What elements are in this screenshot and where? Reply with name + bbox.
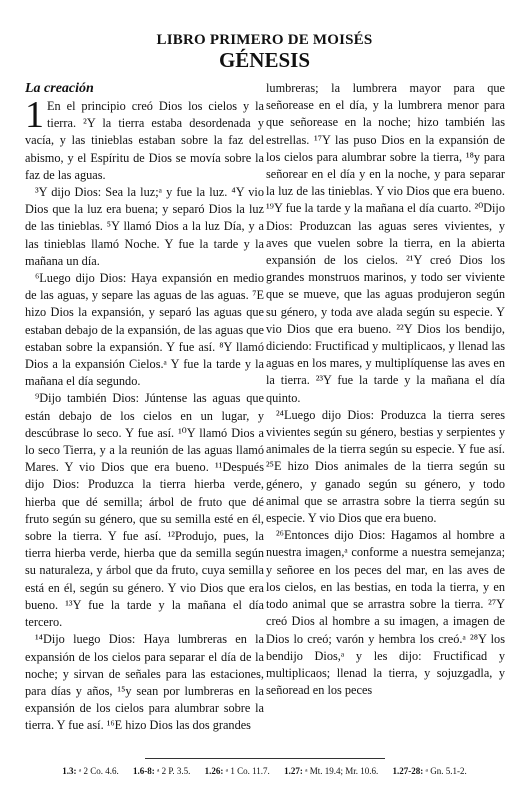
- paragraph: ³Y dijo Dios: Sea la luz;ᵃ y fue la luz. ⁴Y vio Dios que la luz era buena; y separó Dios la luz de las tinieblas. ⁵Y llamó Dios a la luz Día, y a las tinieblas llamó Noche. Y fue la tarde y la mañana un día.: [25, 185, 264, 268]
- footnote-text: ᵃ Gn. 5.1-2.: [425, 766, 467, 776]
- footnote-divider: [145, 758, 385, 759]
- paragraph: ²⁴Luego dijo Dios: Produzca la tierra seres vivientes según su género, bestias y serpientes y animales de la tierra según su especie. Y fue así. ²⁵E hizo Dios animales de la tierra según su género, y ganado según su género, y todo animal que se arrastra sobre la tierra según su especie. Y vio Dios que era bueno.: [266, 407, 505, 526]
- section-heading: La creación: [25, 81, 94, 96]
- footnote: [62, 766, 118, 776]
- verse-text: En el principio creó Dios los cielos y la tierra. ²Y la tierra estaba desordenada y vacía, y las tinieblas estaban sobre la faz del abismo, y el Espíritu de Dios se movía sobre la faz de las aguas.: [25, 99, 264, 182]
- footnote-ref: 1.27-28:: [392, 766, 424, 776]
- book-name: GÉNESIS: [218, 48, 311, 72]
- paragraph: ¹⁴Dijo luego Dios: Haya lumbreras en la expansión de los cielos para separar el día de la noche; y sirvan de señales para las estaciones, para días y años, ¹⁵y sean por lumbreras en la expansión de los cielos para alumbrar sobre la tierra. Y fue así. ¹⁶E hizo Dios las dos grandes: [25, 632, 264, 733]
- book-title: LIBRO PRIMERO DE MOISÉS: [156, 32, 373, 48]
- chapter-number: 1: [25, 94, 44, 136]
- footnote-text: ᵃ Mt. 19.4; Mr. 10.6.: [305, 766, 379, 776]
- paragraph: [25, 94, 264, 184]
- footnote-ref: 1.3:: [62, 766, 77, 776]
- footnote-text: ᵃ 2 Co. 4.6.: [78, 766, 119, 776]
- footnote: [205, 766, 270, 776]
- footnote: [284, 766, 378, 776]
- footnote: [133, 766, 190, 776]
- footnote-ref: 1.26:: [204, 766, 224, 776]
- right-column: [266, 80, 505, 748]
- paragraph: ²⁶Entonces dijo Dios: Hagamos al hombre a nuestra imagen,ᵃ conforme a nuestra semejanza; y señoree en los peces del mar, en las aves de los cielos, en las bestias, en toda la tierra, y en todo animal que se arrastra sobre la tierra. ²⁷Y creó Dios al hombre a su imagen, a imagen de Dios lo creó; varón y hembra los creó.ᵃ ²⁸Y los bendijo Dios,ᵃ y les dijo: Fructificad y multiplicaos; llenad la tierra, y sojuzgadla, y señoread en los peces: [266, 528, 505, 698]
- footnote-text: ᵃ 2 P. 3.5.: [156, 766, 191, 776]
- footnote-text: ᵃ 1 Co. 11.7.: [225, 766, 270, 776]
- footnote: [393, 766, 467, 776]
- page-header: [0, 32, 529, 71]
- footnote-ref: 1.6-8:: [132, 766, 155, 776]
- footnote-ref: 1.27:: [284, 766, 303, 776]
- left-column: [25, 80, 264, 748]
- footnotes: [0, 765, 529, 777]
- paragraph: ⁶Luego dijo Dios: Haya expansión en medio de las aguas, y separe las aguas de las aguas. ⁷E hizo Dios la expansión, y separó las aguas que estaban debajo de la expansión, de las aguas que estaban sobre la expansión. Y fue así. ⁸Y llamó Dios a la expansión Cielos.ᵃ Y fue la tarde y la mañana el día segundo.: [25, 271, 264, 389]
- paragraph: ⁹Dijo también Dios: Júntense las aguas que están debajo de los cielos en un lugar, y descúbrase lo seco. Y fue así. ¹⁰Y llamó Dios a lo seco Tierra, y a la reunión de las aguas llamó Mares. Y vio Dios que era bueno. ¹¹Después dijo Dios: Produzca la tierra hierba verde, hierba que dé semilla; árbol de fruto que dé fruto según su género, que su semilla esté en él, sobre la tierra. Y fue así. ¹²Produjo, pues, la tierra hierba verde, hierba que da semilla según su naturaleza, y árbol que da fruto, cuya semilla está en él, según su género. Y vio Dios que era bueno. ¹³Y fue la tarde y la mañana el día tercero.: [25, 391, 264, 630]
- paragraph: lumbreras; la lumbrera mayor para que señorease en el día, y la lumbrera menor para que señorease en la noche; hizo también las estrellas. ¹⁷Y las puso Dios en la expansión de los cielos para alumbrar sobre la tierra, ¹⁸y para señorear en el día y en la noche, y para separar la luz de las tinieblas. Y vio Dios que era bueno. ¹⁹Y fue la tarde y la mañana el día cuarto. ²⁰Dijo Dios: Produzcan las aguas seres vivientes, y aves que vuelen sobre la tierra, en la abierta expansión de los cielos. ²¹Y creó Dios los grandes monstruos marinos, y todo ser viviente que se mueve, que las aguas produjeron según su género, y toda ave alada según su especie. Y vio Dios que era bueno. ²²Y Dios los bendijo, diciendo: Fructificad y multiplicaos, y llenad las aguas en los mares, y multiplíquense las aves en la tierra. ²³Y fue la tarde y la mañana el día quinto.: [266, 81, 505, 405]
